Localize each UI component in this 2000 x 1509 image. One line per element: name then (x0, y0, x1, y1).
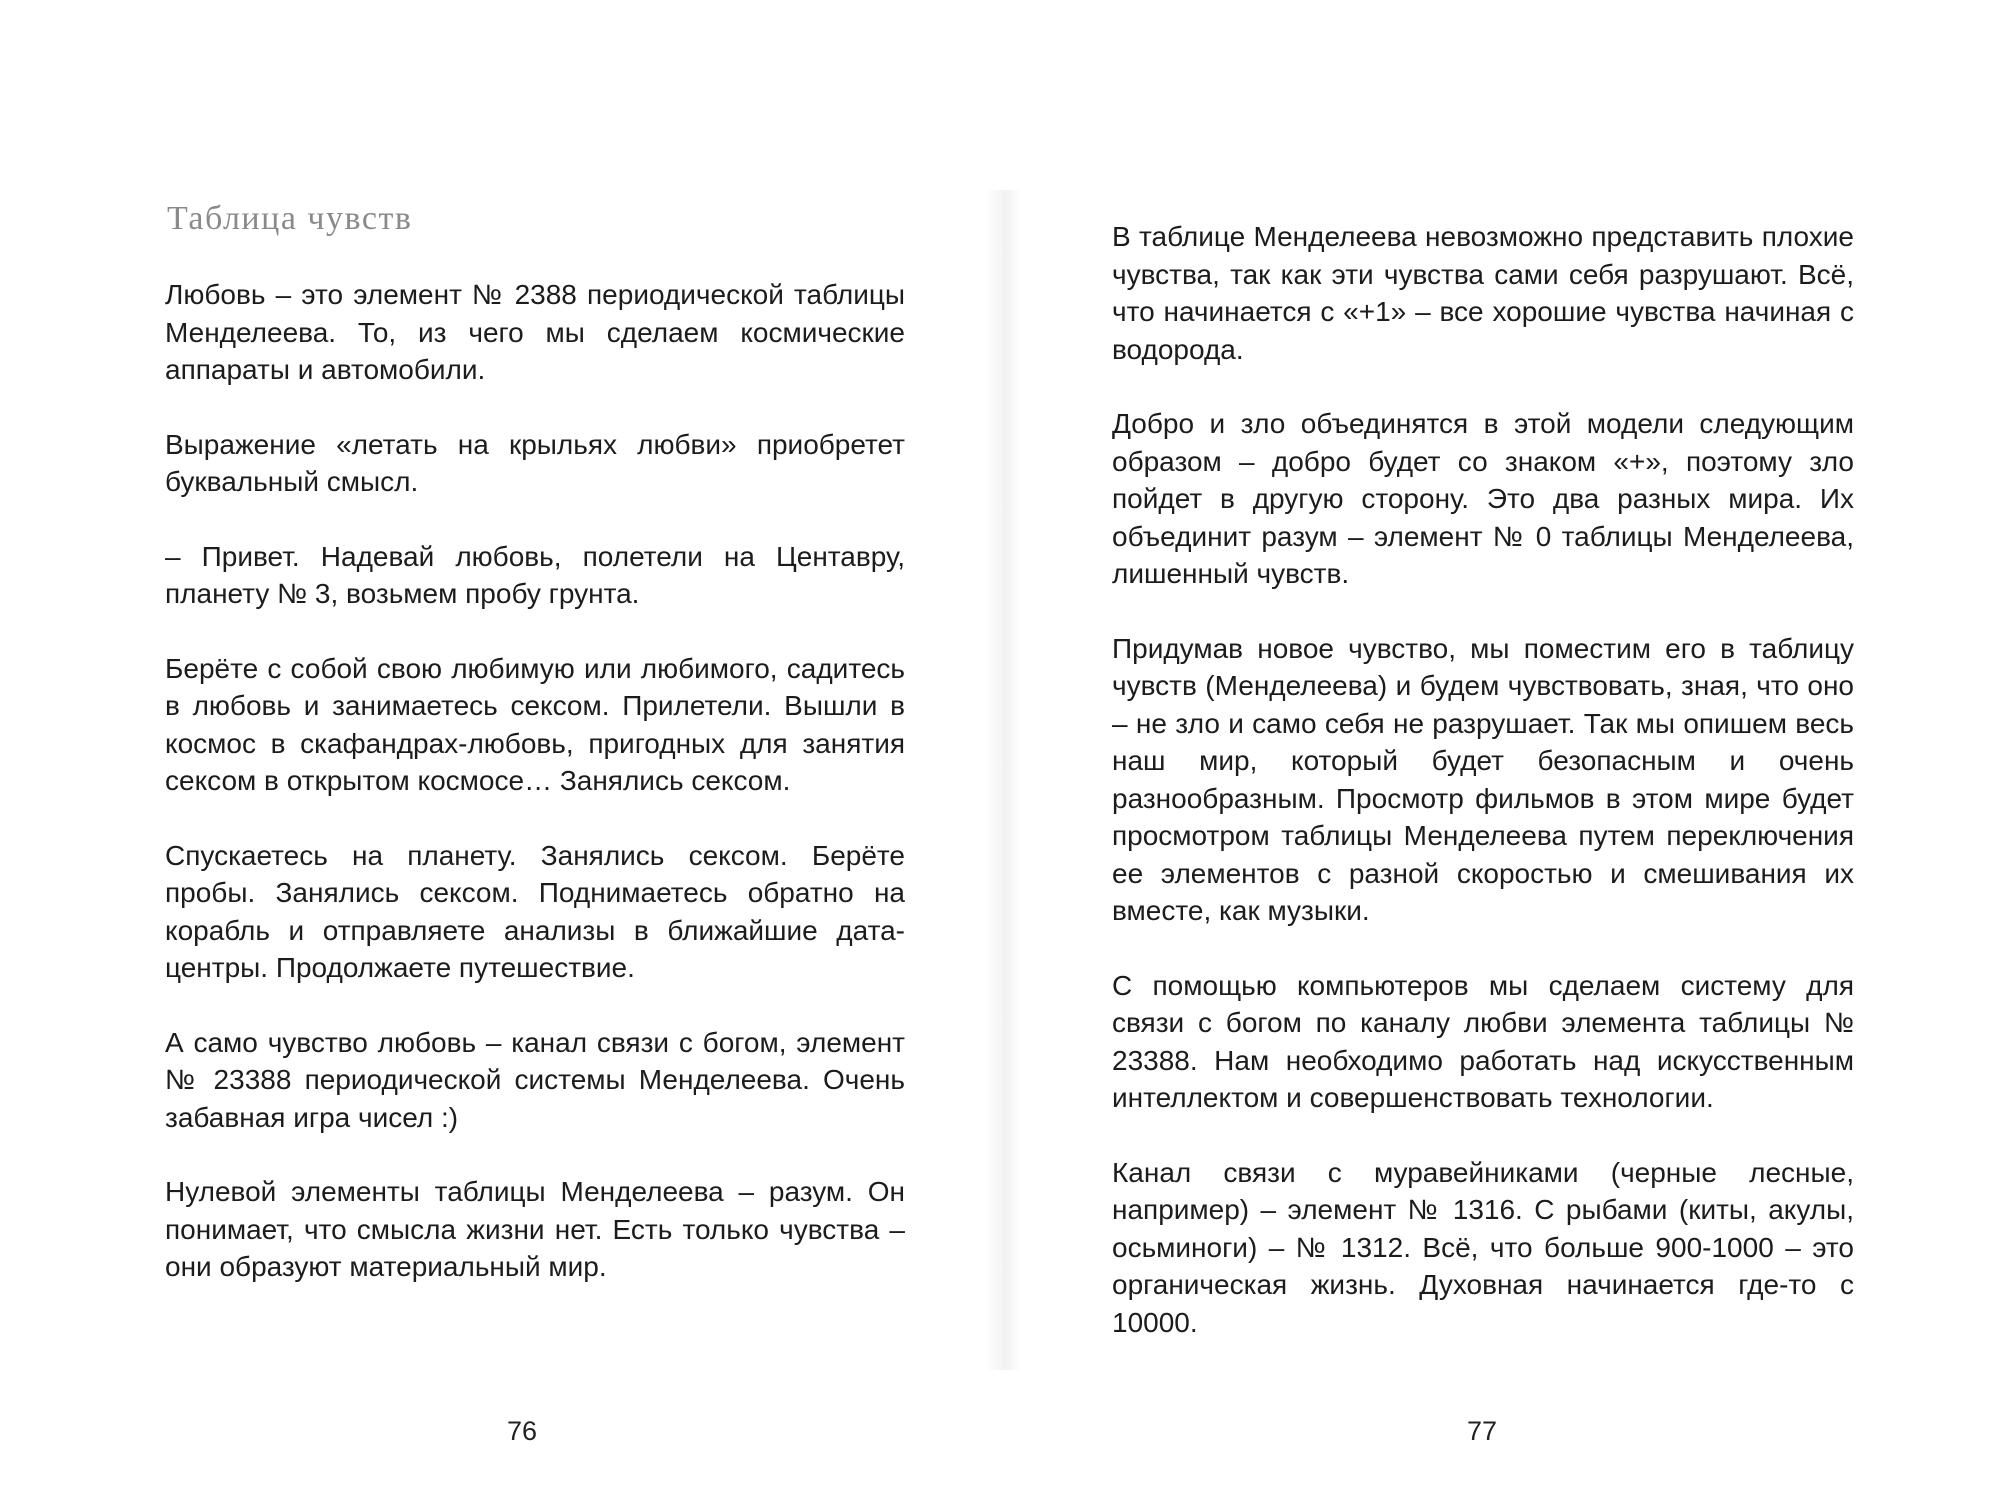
book-gutter (985, 190, 1021, 1370)
paragraph: Спускаетесь на планету. Занялись сексом. Берёте пробы. Занялись сексом. Поднимаетесь обратно на корабль и отправляете анализы в ближайшие дата-центры. Продолжаете путешествие. (165, 839, 905, 983)
page-number: 76 (507, 1416, 538, 1446)
page-number: 77 (1467, 1416, 1498, 1446)
paragraph: Нулевой элементы таблицы Менделеева – разум. Он понимает, что смысла жизни нет. Есть только чувства – они образуют материальный мир. (165, 1176, 905, 1282)
paragraph: Берёте с собой свою любимую или любимого, садитесь в любовь и занимаетесь сексом. Прилетели. Вышли в космос в скафандрах-любовь, пригодных для занятия сексом в открытом космосе… Занялись сексом. (165, 652, 905, 796)
chapter-title: Таблица чувств (167, 200, 413, 237)
paragraph: С помощью компьютеров мы сделаем систему для связи с богом по каналу любви элемента таблицы № 23388. Нам необходимо работать над искусственным интеллектом и совершенствовать технологии. (1112, 969, 1854, 1113)
right-page-content (1112, 218, 1854, 1378)
left-page (165, 0, 905, 1509)
paragraph: А само чувство любовь – канал связи с богом, элемент № 23388 периодической системы Менделеева. Очень забавная игра чисел :) (165, 1026, 905, 1133)
paragraph: Канал связи с муравейниками (черные лесные, например) – элемент № 1316. С рыбами (киты, акулы, осьминоги) – № 1312. Всё, что больше 900-1000 – это органическая жизнь. Духовная начинается где-то с 10000. (1112, 1156, 1854, 1338)
paragraph: В таблице Менделеева невозможно представить плохие чувства, так как эти чувства сами себя разрушают. Всё, что начинается с «+1» – все хорошие чувства начиная с водорода. (1112, 221, 1854, 365)
right-page (1112, 0, 1854, 1509)
left-page-content (165, 276, 905, 1323)
paragraph: Выражение «летать на крыльях любви» приобретет буквальный смысл. (165, 428, 905, 497)
paragraph: – Привет. Надевай любовь, полетели на Центавру, планету № 3, возьмем пробу грунта. (165, 540, 905, 609)
paragraph: Придумав новое чувство, мы поместим его в таблицу чувств (Менделеева) и будем чувствовать, зная, что оно – не зло и само себя не разрушает. Так мы опишем весь наш мир, который будет безопасным и очень разнообразным. Просмотр фильмов в этом мире будет просмотром таблицы Менделеева путем переключения ее элементов с разной скоростью и смешивания их вместе, как музыки. (1112, 632, 1854, 926)
paragraph: Добро и зло объединятся в этой модели следующим образом – добро будет со знаком «+», поэтому зло пойдет в другую сторону. Это два разных мира. Их объединит разум – элемент № 0 таблицы Менделеева, лишенный чувств. (1112, 408, 1854, 589)
paragraph: Любовь – это элемент № 2388 периодической таблицы Менделеева. То, из чего мы сделаем космические аппараты и автомобили. (165, 279, 905, 385)
